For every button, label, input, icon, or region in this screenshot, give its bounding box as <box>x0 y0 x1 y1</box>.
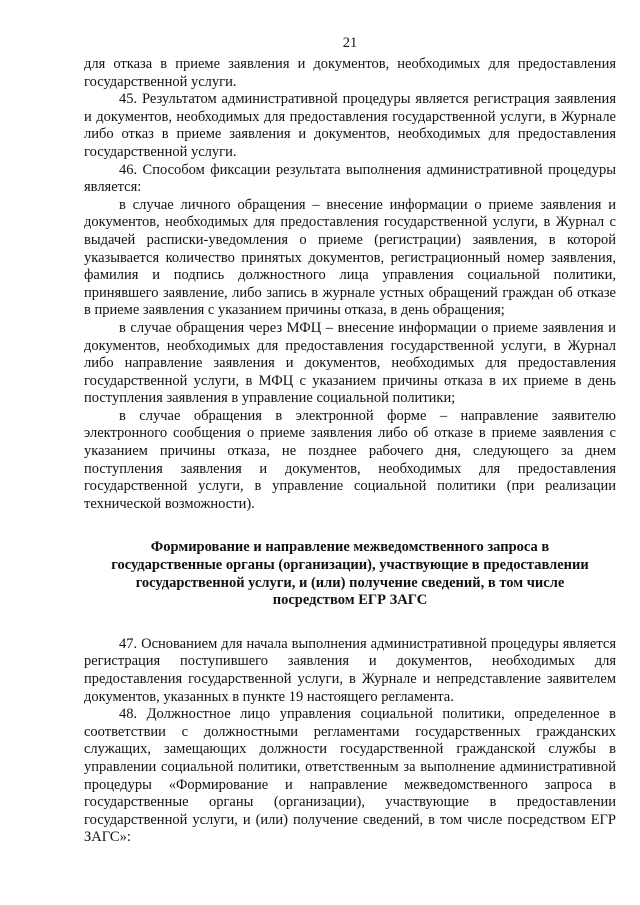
paragraph-continuation: для отказа в приеме заявления и документов, необходимых для предоставления государственной услуги. <box>84 56 616 90</box>
paragraph-46-personal: в случае личного обращения – внесение информации о приеме заявления и документов, необходимых для предоставления государственной услуги, в Журнал с выдачей расписки-уведомления о приеме (регистрации) заявления, в которой указывается количество принятых документов, регистрационный номер заявления, фамилия и подпись должностного лица управления социальной политики, принявшего заявление, либо запись в журнале устных обращений граждан об отказе в приеме заявления с указанием причины отказа, в день обращения; <box>84 196 616 319</box>
page-number: 21 <box>342 35 358 51</box>
document-page <box>84 34 616 847</box>
paragraph-46-electronic: в случае обращения в электронной форме – направление заявителю электронного сообщения о приеме заявления либо об отказе в приеме заявления с указанием причины отказа, не позднее рабочего дня, следующего за днем поступления заявления и документов, необходимых для предоставления государственной услуги, в управление социальной политики (при реализации технической возможности). <box>84 407 616 512</box>
paragraph-45: 45. Результатом административной процедуры является регистрация заявления и документов, необходимых для предоставления государственной услуги, в Журнале либо отказ в приеме заявления и документов, необходимых для предоставления государственной услуги. <box>84 91 616 160</box>
section-heading: Формирование и направление межведомственного запроса в государственные органы (организации), участвующие в предоставлении государственной услуги, и (или) получение сведений, в том числе посредством ЕГР ЗАГС <box>111 539 589 609</box>
paragraph-46-mfc: в случае обращения через МФЦ – внесение информации о приеме заявления и документов, необходимых для предоставления государственной услуги, в Журнал либо направление заявления и документов, необходимых для предоставления государственной услуги, в МФЦ с указанием причины отказа в их приеме в день поступления заявления в управление социальной политики; <box>84 319 616 407</box>
paragraph-48: 48. Должностное лицо управления социальной политики, определенное в соответствии с должностными регламентами государственных гражданских служащих, замещающих должности государственной гражданской службы в управлении социальной политики, ответственным за выполнение административной процедуры «Формирование и направление межведомственного запроса в государственные органы (организации), участвующие в предоставлении государственной услуги, и (или) получение сведений, в том числе посредством ЕГР ЗАГС»: <box>84 706 616 846</box>
paragraph-47: 47. Основанием для начала выполнения административной процедуры является регистрация поступившего заявления и документов, необходимых для предоставления государственной услуги, в Журнале и непредставление заявителем документов, указанных в пункте 19 настоящего регламента. <box>84 635 616 705</box>
paragraphs-after <box>84 636 616 847</box>
paragraphs-before <box>84 56 616 513</box>
paragraph-46: 46. Способом фиксации результата выполнения административной процедуры является: <box>84 161 616 196</box>
